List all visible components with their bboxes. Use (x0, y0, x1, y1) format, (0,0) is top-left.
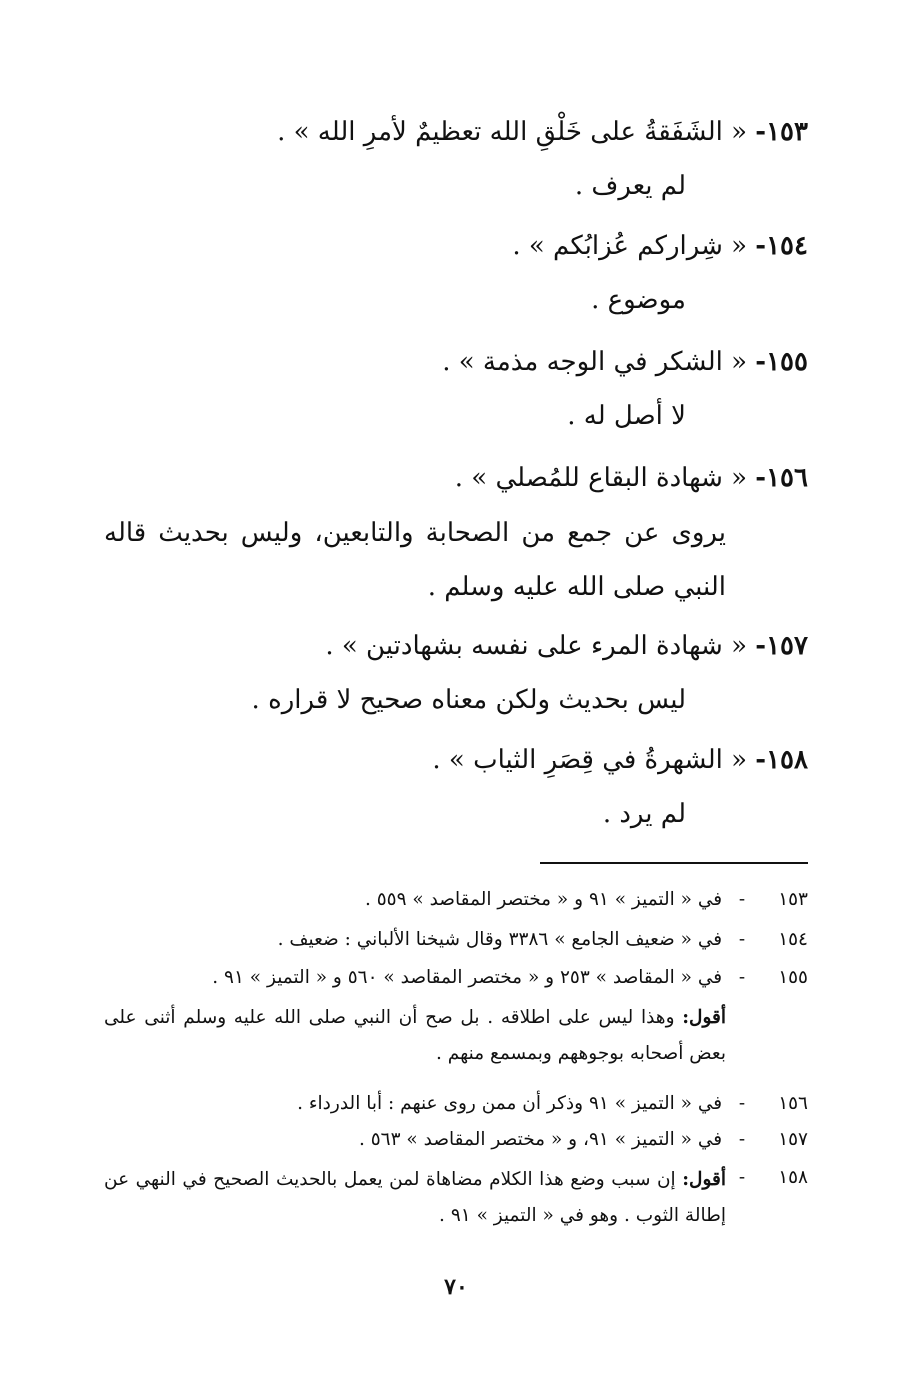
footnote-dash: - (738, 889, 746, 910)
entry-text: « شهادة البقاع للمُصلي » . (454, 463, 748, 493)
entry-text: « الشَفَقةُ على خَلْقِ الله تعظيمٌ لأمرِ الله » . (277, 117, 748, 147)
entry-158-ruling: لم يرد . (602, 799, 686, 829)
footnote-text: إن سبب وضع هذا الكلام مضاهاة لمن يعمل بالحديث الصحيح في النهي عن إطالة الثوب . وهو في « التميز » ٩١ . (104, 1169, 726, 1226)
footnote-text: في « المقاصد » ٢٥٣ و « مختصر المقاصد » ٥٦٠ و « التميز » ٩١ . (212, 967, 723, 988)
footnote-156 (297, 1088, 808, 1120)
footnote-154 (278, 924, 808, 956)
entry-text: « الشهرةُ في قِصَرِ الثياب » . (432, 745, 748, 775)
footnote-text: في « التميز » ٩١ و « مختصر المقاصد » ٥٥٩ . (364, 889, 723, 910)
footnote-dash: - (738, 929, 746, 950)
footnote-text: في « التميز » ٩١ وذكر أن ممن روى عنهم : أبا الدرداء . (297, 1093, 723, 1114)
footnote-number: ١٥٤ (778, 929, 808, 950)
footnote-text: وهذا ليس على اطلاقه . بل صح أن النبي صلى الله عليه وسلم أثنى على بعض أصحابه بوجوههم وبمسمع منهم . (104, 1007, 726, 1064)
entry-156 (455, 458, 808, 498)
entry-153 (277, 112, 808, 152)
entry-text: « شِراركم عُزابُكم » . (512, 231, 748, 261)
footnote-158 (728, 1162, 808, 1194)
entry-155 (442, 342, 808, 382)
entry-text: « الشكر في الوجه مذمة » . (442, 347, 748, 377)
footnote-number: ١٥٧ (778, 1129, 808, 1150)
entry-155-ruling: لا أصل له . (567, 401, 686, 431)
footnote-153 (365, 884, 808, 916)
entry-157-ruling: ليس بحديث ولكن معناه صحيح لا قراره . (251, 685, 686, 715)
footnote-text: في « التميز » ٩١، و « مختصر المقاصد » ٥٦٣ . (358, 1129, 723, 1150)
entry-number: ١٥٧- (755, 631, 808, 661)
footnote-157 (359, 1124, 808, 1156)
entry-154 (512, 226, 808, 266)
footnote-158-body (104, 1162, 726, 1234)
footnote-dash: - (738, 1167, 746, 1188)
footnote-number: ١٥٨ (778, 1167, 808, 1188)
entry-154-ruling: موضوع . (591, 285, 686, 315)
entry-157 (325, 626, 808, 666)
entry-number: ١٥٨- (755, 745, 808, 775)
page-number: ٧٠ (444, 1274, 468, 1300)
entry-number: ١٥٣- (755, 117, 808, 147)
entry-number: ١٥٦- (755, 463, 808, 493)
footnote-dash: - (738, 967, 746, 988)
footnote-number: ١٥٦ (778, 1093, 808, 1114)
footnote-text: في « ضعيف الجامع » ٣٣٨٦ وقال شيخنا الألباني : ضعيف . (277, 929, 723, 950)
footnote-lead: أقول: (682, 1007, 726, 1028)
entry-156-ruling: يروى عن جمع من الصحابة والتابعين، وليس بحديث قاله النبي صلى الله عليه وسلم . (104, 518, 726, 602)
entry-153-ruling: لم يعرف . (574, 171, 686, 201)
entry-text: « شهادة المرء على نفسه بشهادتين » . (325, 631, 748, 661)
entry-158 (432, 740, 808, 780)
footnote-dash: - (738, 1093, 746, 1114)
footnote-lead: أقول: (682, 1169, 726, 1190)
entry-number: ١٥٤- (755, 231, 808, 261)
footnote-155-comment (104, 1000, 726, 1072)
footnote-separator (540, 862, 808, 864)
footnote-155 (212, 962, 808, 994)
footnote-dash: - (738, 1129, 746, 1150)
footnote-number: ١٥٣ (778, 889, 808, 910)
footnote-number: ١٥٥ (778, 967, 808, 988)
entry-number: ١٥٥- (755, 347, 808, 377)
